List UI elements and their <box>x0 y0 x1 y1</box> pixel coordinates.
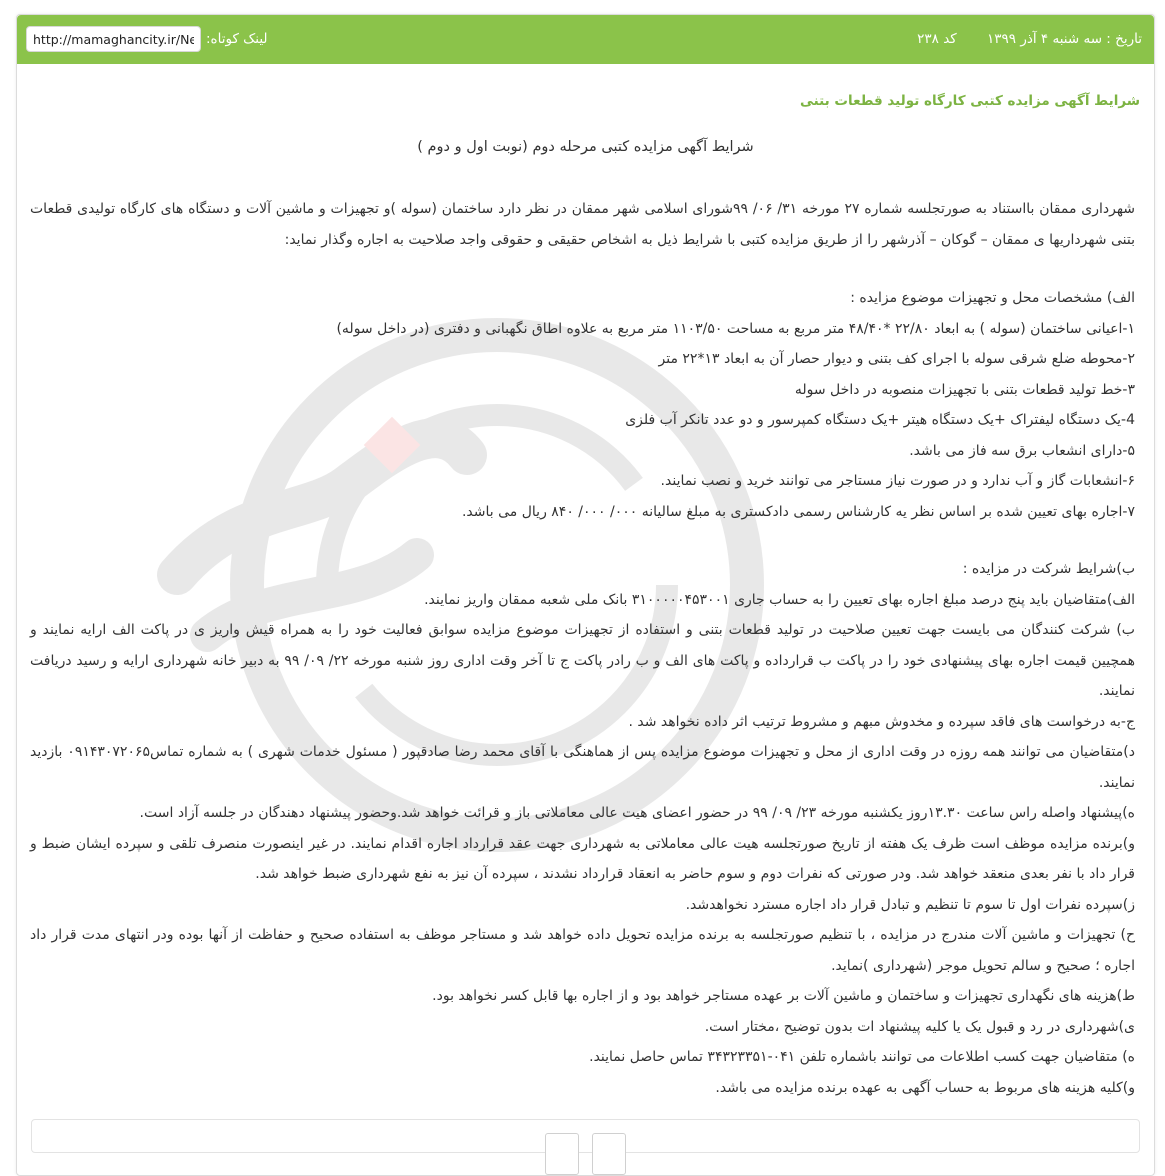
section-a-list <box>30 283 1135 527</box>
section-b-item: ط)هزینه های نگهداری تجهیزات و ساختمان و ماشین آلات بر عهده مستاجر خواهد بود و از اجاره بها قابل کسر نخواهد بود. <box>432 988 1135 1004</box>
section-a-item: ۵-دارای انشعاب برق سه فاز می باشد. <box>909 442 1135 459</box>
header-bar <box>17 15 1154 64</box>
section-b-item: الف)متقاضیان باید پنج درصد مبلغ اجاره بهای تعیین را به حساب جاری ۳۱۰۰۰۰۰۴۵۳۰۰۱ بانک ملی شعبه ممقان واریز نمایند. <box>424 591 1135 608</box>
section-a-item: ۳-خط تولید قطعات بتنی با تجهیزات منصوبه در داخل سوله <box>794 381 1135 398</box>
section-a-item: ۶-انشعابات گاز و آب ندارد و در صورت نیاز مستاجر می توانند خرید و نصب نمایند. <box>660 473 1135 489</box>
section-a-item: ۷-اجاره بهای تعیین شده بر اساس نظر یه کارشناس رسمی دادکستری به مبلغ سالیانه ۰۰۰/ ۰۰۰/ ۸۴۰ ریال می باشد. <box>461 503 1135 520</box>
intro-paragraph: شهرداری ممقان باﺍستناد به صورتجلسه شماره ۲۷ مورخه ۳۱/ ۰۶/ ۹۹شورای اسلامی شهر ممقان در نظر دارد ساختمان (سوله )و تجهیزات و ماشین آلات و دستگاه های کارگاه تولیدی قطعات بتنی شهرداریها ی ممقان – گوکان – آذرشهر را از طریق مزایده کتبی با شرایط ذیل به اشخاص حقیقی و حقوقی واجد صلاحیت به اجاره وگذار نماید: <box>30 201 1136 248</box>
section-b-item: ح) تجهیزات و ماشین آلات مندرج در مزایده ، با تنظیم صورتجلسه به برنده مزایده تحویل داده خواهد شد و مستاجر موظف به استفاده صحیح و حفاظت از آنها بوده ودر انتهای مدت قرار داد اجاره ؛ صحیح و سالم تحویل موجر (شهرداری )نماید. <box>30 927 1135 974</box>
section-a-item: 4-یک دستگاه لیفتراک +یک دستگاه هیتر +یک دستگاه کمپرسور و دو عدد تانکر آب فلزی <box>625 412 1135 428</box>
section-b-item: ی)شهرداری در رد و قبول یک یا کلیه پیشنهاد ات بدون توضیح ،مختار است. <box>704 1018 1135 1035</box>
section-a-heading: الف) مشخصات محل و تجهیزات موضوع مزایده : <box>850 290 1135 306</box>
section-b-item: ب) شرکت کنندگان می بایست جهت تعیین صلاحیت در تولید قطعات بتنی و استفاده از تجهیزات موضوع مزایده سوابق فعالیت خود را به همراه قیش واریز ی در پاکت الف ارایه نمایند و همچیین قیمت اجاره بهای پیشنهادی خود را در پاکت ب قرارداده و پاکت های الف و ب رادر پاکت ج تا آخر وقت اداری روز شنبه مورخه ۲۲/ ۰۹/ ۹۹ به دبیر خانه شهرداری ارایه و رسید دریافت نمایند. <box>30 622 1135 699</box>
pager-button-prev[interactable] <box>545 1133 579 1175</box>
section-b-heading: ب)شرایط شرکت در مزایده : <box>962 561 1135 577</box>
section-a-item: ۱-اعیانی ساختمان (سوله ) به ابعاد ۲۲/۸۰ *۴۸/۴۰ متر مربع به مساحت ۱۱۰۳/۵۰ متر مربع به علاوه اطاق نگهبانی و دفتری (در داخل سوله) <box>336 320 1135 337</box>
header-info <box>917 15 1142 64</box>
section-b-item: ج-به درخواست های فاقد سپرده و مخدوش مبهم و مشروط ترتیب اثر داده نخواهد شد . <box>628 713 1135 730</box>
short-link-label: لینک کوتاه: <box>206 31 268 47</box>
section-b-item: ه)پیشنهاد واصله راس ساعت ۱۳.۳۰روز یکشنبه مورخه ۲۳/ ۰۹/ ۹۹ در حضور اعضای هیت عالی معاملاتی باز و قرائت خواهد شد.وحضور پیشنهاد دهندگان در جلسه آزاد است. <box>139 805 1135 821</box>
page-title: شرایط آگهی مزایده کتبی کارگاه تولید قطعات بتنی <box>799 93 1140 109</box>
notice-subtitle: شرایط آگهی مزایده کتبی مرحله دوم (نوبت اول و دوم ) <box>417 139 754 155</box>
news-code: کد ۲۳۸ <box>917 31 957 47</box>
section-b-list <box>30 554 1135 1103</box>
section-b-item: ه) متقاضیان جهت کسب اطلاعات می توانند باشماره تلفن ۰۴۱-۳۴۳۲۳۳۵۱ تماس حاصل نمایند. <box>589 1049 1135 1065</box>
pager-button-next[interactable] <box>592 1133 626 1175</box>
short-link-input[interactable] <box>26 26 201 52</box>
article-card <box>16 14 1155 1176</box>
section-b-item: و)کلیه هزینه های مربوط به حساب آگهی به عهده برنده مزایده می باشد. <box>715 1079 1135 1096</box>
section-b-item: ز)سپرده نفرات اول تا سوم تا تنظیم و تبادل قرار داد اجاره مسترد نخواهدشد. <box>685 896 1135 913</box>
section-b-item: د)متقاضیان می توانند همه روزه در وقت اداری از محل و تجهیزات موضوع مزایده پس از هماهنگی با آقای محمد رضا صادقپور ( مسئول خدمات شهری ) به شماره تماس۰۹۱۴۳۰۷۲۰۶۵ بازدید نمایند. <box>30 744 1135 791</box>
section-b-item: و)برنده مزایده موظف است ظرف یک هفته از تاریخ صورتجلسه هیت عالی معاملاتی به شهرداری جهت عقد قرارداد اجاره اقدام نمایند. در غیر اینصورت منصرف تلقی و سپرده ایشان ضبط و قرار داد با نفر بعدی منعقد خواهد شد. ودر صورتی که نفرات دوم و سوم حاضر به انعقاد قرارداد نشدند ، سپرده آن نیز به نفع شهرداری ضبط خواهد شد. <box>30 835 1135 882</box>
footer-box <box>31 1119 1140 1153</box>
section-a-item: ۲-محوطه ضلع شرقی سوله با اجرای کف بتنی و دیوار حصار آن به ابعاد ۱۳*۲۲ متر <box>658 351 1135 367</box>
publish-date: تاریخ : سه شنبه ۴ آذر ۱۳۹۹ <box>987 31 1142 47</box>
